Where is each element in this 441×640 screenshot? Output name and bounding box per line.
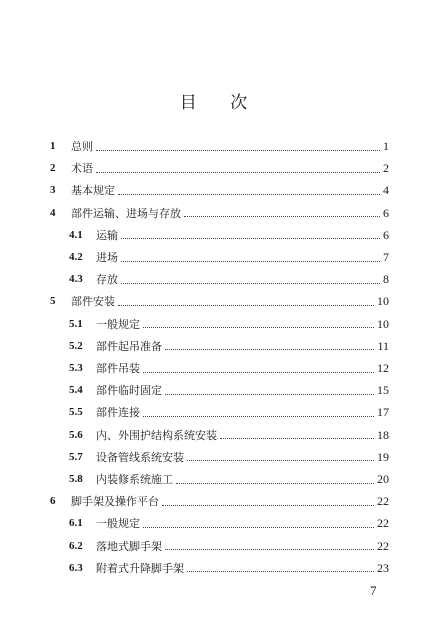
toc-entry-number: 6.2 [69, 539, 83, 552]
toc-entry-label: 存放 [96, 273, 118, 287]
dot-leader [96, 149, 380, 151]
toc-entry-page: 2 [383, 161, 389, 176]
toc-entry-body [71, 291, 389, 312]
toc-entry[interactable] [0, 536, 441, 556]
dot-leader [121, 237, 380, 239]
toc-entry-page: 1 [383, 139, 389, 153]
toc-entry-label: 基本规定 [71, 184, 115, 198]
toc-entry[interactable] [0, 447, 441, 467]
toc-entry-number: 2 [50, 162, 56, 175]
toc-entry[interactable] [0, 358, 441, 378]
toc-entry-label: 总则 [71, 140, 93, 153]
toc-entry[interactable] [0, 136, 441, 156]
toc-entry-page: 22 [377, 516, 389, 531]
toc-entry-page: 18 [377, 427, 389, 442]
toc-entry[interactable] [0, 491, 441, 511]
dot-leader [121, 260, 380, 262]
toc-entry-page: 12 [377, 361, 389, 375]
toc-entry[interactable] [0, 203, 441, 223]
dot-leader [165, 548, 374, 550]
toc-entry-body [71, 136, 389, 157]
toc-entry-body [71, 180, 389, 201]
toc-entry-number: 4.2 [69, 251, 83, 263]
dot-leader [165, 393, 374, 395]
toc-entry[interactable] [0, 402, 441, 422]
toc-entry-page: 23 [377, 560, 389, 575]
dot-leader [187, 570, 374, 572]
toc-entry-number: 5.5 [69, 406, 83, 419]
toc-entry[interactable] [0, 247, 441, 267]
toc-entry[interactable] [0, 380, 441, 400]
dot-leader [187, 459, 374, 461]
toc-entry-body [71, 158, 389, 179]
toc-entry[interactable] [0, 469, 441, 489]
toc-entry-body [96, 447, 389, 468]
toc-entry-label: 附着式升降脚手架 [96, 561, 184, 575]
dot-leader [96, 171, 380, 173]
toc-entry-number: 5.1 [69, 317, 83, 330]
toc-entry-number: 6.1 [69, 517, 83, 530]
toc-entry-body [96, 314, 389, 335]
toc-entry-body [96, 513, 389, 534]
toc-entry-label: 术语 [71, 162, 93, 176]
toc-entry[interactable] [0, 269, 441, 289]
toc-entry-page: 19 [377, 449, 389, 464]
toc-entry-body [96, 380, 389, 401]
toc-entry[interactable] [0, 513, 441, 533]
toc-entry[interactable] [0, 336, 441, 356]
toc-entry[interactable] [0, 158, 441, 178]
toc-entry-page: 15 [377, 383, 389, 398]
toc-entry-body [71, 203, 389, 224]
toc-entry[interactable] [0, 291, 441, 311]
toc-entry-page: 6 [383, 227, 389, 242]
toc-entry[interactable] [0, 558, 441, 578]
dot-leader [118, 193, 380, 195]
toc-entry-label: 内、外围护结构系统安装 [96, 428, 217, 442]
toc-entry-label: 脚手架及操作平台 [71, 495, 159, 509]
dot-leader [176, 482, 374, 484]
dot-leader [143, 526, 374, 528]
toc-entry-number: 6.3 [69, 561, 83, 574]
toc-entry-page: 10 [377, 316, 389, 331]
toc-entry-number: 5.2 [69, 339, 83, 352]
toc-entry-label: 部件吊装 [96, 362, 140, 375]
toc-entry-label: 落地式脚手架 [96, 539, 162, 553]
toc-entry-number: 5 [50, 295, 56, 308]
toc-entry-number: 5.4 [69, 384, 83, 397]
toc-entry-page: 6 [383, 205, 389, 220]
toc-entry[interactable] [0, 425, 441, 445]
toc-entry-number: 5.6 [69, 428, 83, 441]
toc-entry-page: 10 [377, 294, 389, 309]
toc-entry-number: 5.7 [69, 450, 83, 463]
toc-entry-page: 7 [383, 250, 389, 264]
toc-entry-body [96, 469, 389, 490]
dot-leader [220, 437, 374, 439]
dot-leader [143, 326, 374, 328]
toc-entry-page: 8 [383, 272, 389, 287]
dot-leader [143, 371, 374, 373]
toc-entry-body [96, 358, 389, 379]
toc-entry-label: 进场 [96, 251, 118, 264]
toc-entry-body [96, 536, 389, 557]
toc-entry-label: 内装修系统施工 [96, 473, 173, 486]
dot-leader [121, 282, 380, 284]
toc-entry-number: 5.3 [69, 362, 83, 374]
toc-entry[interactable] [0, 180, 441, 200]
toc-entry-body [96, 225, 389, 246]
toc-entry-page: 22 [377, 494, 389, 509]
dot-leader [162, 504, 374, 506]
page-number: 7 [370, 583, 377, 598]
toc-title: 目 次 [179, 93, 262, 113]
toc-entry-body [96, 425, 389, 446]
toc-entry-label: 部件运输、进场与存放 [71, 206, 181, 220]
toc-entry-label: 部件安装 [71, 295, 115, 309]
toc-entry-number: 5.8 [69, 473, 83, 485]
toc-entry-label: 一般规定 [96, 517, 140, 531]
toc-entry-label: 部件连接 [96, 406, 140, 420]
toc-entry[interactable] [0, 314, 441, 334]
toc-entry-body [96, 558, 389, 579]
dot-leader [118, 304, 374, 306]
toc-entry-body [71, 491, 389, 512]
toc-entry[interactable] [0, 225, 441, 245]
toc-entry-page: 22 [377, 538, 389, 553]
toc-entry-number: 1 [50, 140, 56, 152]
toc-entry-number: 6 [50, 495, 56, 508]
toc-entry-label: 部件临时固定 [96, 384, 162, 398]
toc-entry-body [96, 336, 389, 357]
toc-entry-number: 4.1 [69, 228, 83, 241]
dot-leader [184, 215, 380, 217]
toc-entry-label: 一般规定 [96, 317, 140, 331]
toc-entry-label: 运输 [96, 228, 118, 242]
toc-entry-number: 3 [50, 184, 56, 197]
toc-entry-body [96, 247, 389, 268]
dot-leader [143, 415, 374, 417]
toc-entry-page: 11 [377, 338, 389, 353]
toc-entry-label: 设备管线系统安装 [96, 450, 184, 464]
dot-leader [165, 348, 374, 350]
toc-entry-page: 20 [377, 472, 389, 486]
toc-entry-body [96, 269, 389, 290]
toc-entry-number: 4.3 [69, 273, 83, 286]
toc-entry-page: 4 [383, 183, 389, 198]
toc-entry-body [96, 402, 389, 423]
toc-entry-page: 17 [377, 405, 389, 420]
toc-entry-label: 部件起吊准备 [96, 339, 162, 353]
toc-entry-number: 4 [50, 206, 56, 219]
